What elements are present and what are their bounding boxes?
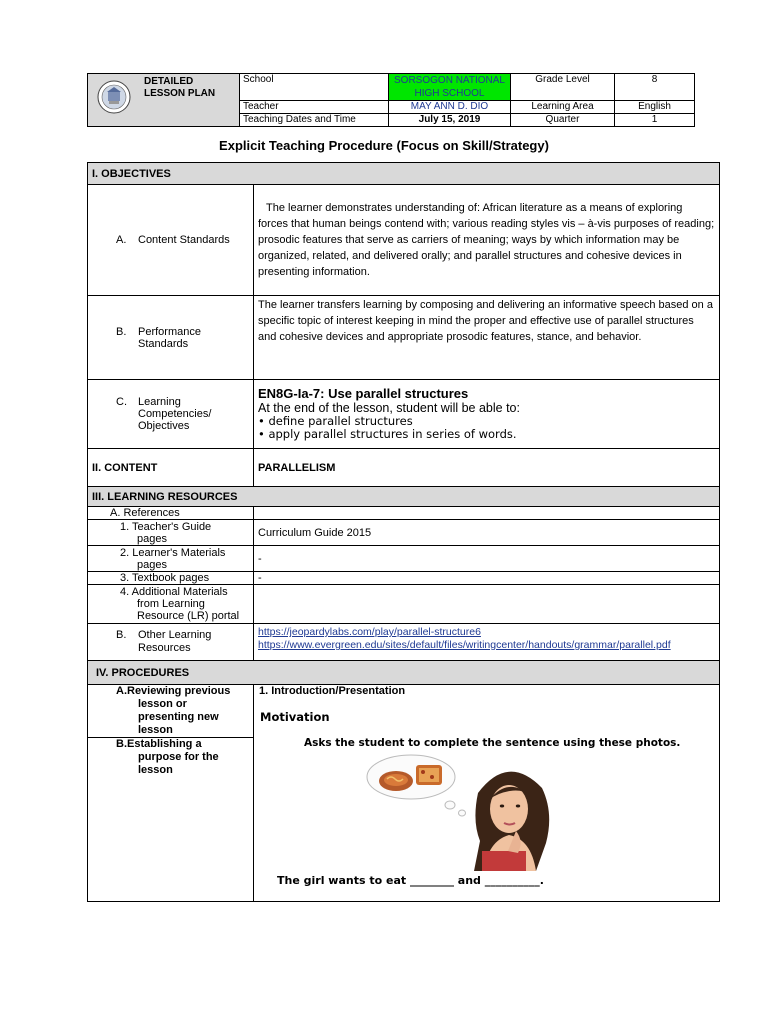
teachers-guide-value: Curriculum Guide 2015 [254,520,720,546]
textbook-pages-value: - [254,572,720,585]
motivation-heading: Motivation [260,710,330,724]
page-title: Explicit Teaching Procedure (Focus on Skill/Strategy) [219,138,549,153]
sentence-prompt: The girl wants to eat ________ and __________. [277,874,544,887]
header-logo-cell [88,74,240,127]
content-standards-label: A. Content Standards [88,185,254,296]
resources-heading: III. LEARNING RESOURCES [88,487,720,507]
evergreen-link[interactable]: https://www.evergreen.edu/sites/default/files/writingcenter/handouts/grammar/parallel.pdf [258,639,671,651]
learners-materials-label: 2. Learner's Materials pages [88,546,254,572]
dates-value: July 15, 2019 [389,114,511,127]
learning-competencies-label: C. Learning Competencies/ Objectives [88,380,254,449]
performance-standards-label: B. Performance Standards [88,296,254,380]
school-label: School [240,74,389,101]
learners-materials-value: - [254,546,720,572]
textbook-pages-label: 3. Textbook pages [88,572,254,585]
jeopardy-link[interactable]: https://jeopardylabs.com/play/parallel-structure6 [258,626,481,638]
instruction-text: Asks the student to complete the sentence using these photos. [304,737,681,749]
grade-value: 8 [615,74,695,101]
dates-label: Teaching Dates and Time [240,114,389,127]
procedure-content [254,685,720,902]
content-value: PARALLELISM [254,449,720,487]
additional-materials-label: 4. Additional Materials from Learning Resource (LR) portal [88,585,254,624]
references-label: A. References [88,507,254,520]
learning-competencies-text: EN8G-Ia-7: Use parallel structures At the end of the lesson, student will be able to: • define parallel structures • apply parallel structures in series of words. [254,380,720,449]
performance-standards-text: The learner transfers learning by composing and delivering an informative speech based on a specific topic of interest keeping in mind the proper and effective use of parallel structures and cohesive devices and appropriate prosodic features, stance, and behavior. [254,296,720,380]
deped-seal-icon [97,80,131,114]
procedure-b-label: B.Establishing a purpose for the lesson [88,738,254,902]
teacher-value: MAY ANN D. DIO [389,101,511,114]
header-table [87,73,695,127]
teacher-label: Teacher [240,101,389,114]
area-value: English [615,101,695,114]
additional-materials-value [254,585,720,624]
lesson-plan-title: DETAILED LESSON PLAN [144,76,216,99]
references-value [254,507,720,520]
school-value: SORSOGON NATIONAL HIGH SCHOOL [389,74,511,101]
quarter-value: 1 [615,114,695,127]
content-standards-text: The learner demonstrates understanding of: African literature as a means of exploring forces that human beings contend with; various reading styles vis – à-vis purposes of reading; prosodic features that serve as carriers of meaning; ways by which information may be organized, related, and delivered orally; and parallel structures and cohesive devices in presenting information. [254,185,720,296]
procedure-a-label: A.Reviewing previous lesson or presenting new lesson [88,685,254,738]
content-heading: II. CONTENT [88,449,254,487]
lesson-table [87,162,720,902]
other-resources-links [254,624,720,661]
intro-heading: 1. Introduction/Presentation [259,685,406,697]
quarter-label: Quarter [511,114,615,127]
girl-thinking-food-image [366,753,566,871]
teachers-guide-label: 1. Teacher's Guide pages [88,520,254,546]
other-resources-label: B. Other Learning Resources [88,624,254,661]
objectives-heading: I. OBJECTIVES [88,163,720,185]
procedures-heading: IV. PROCEDURES [88,661,720,685]
area-label: Learning Area [511,101,615,114]
grade-label: Grade Level [511,74,615,101]
